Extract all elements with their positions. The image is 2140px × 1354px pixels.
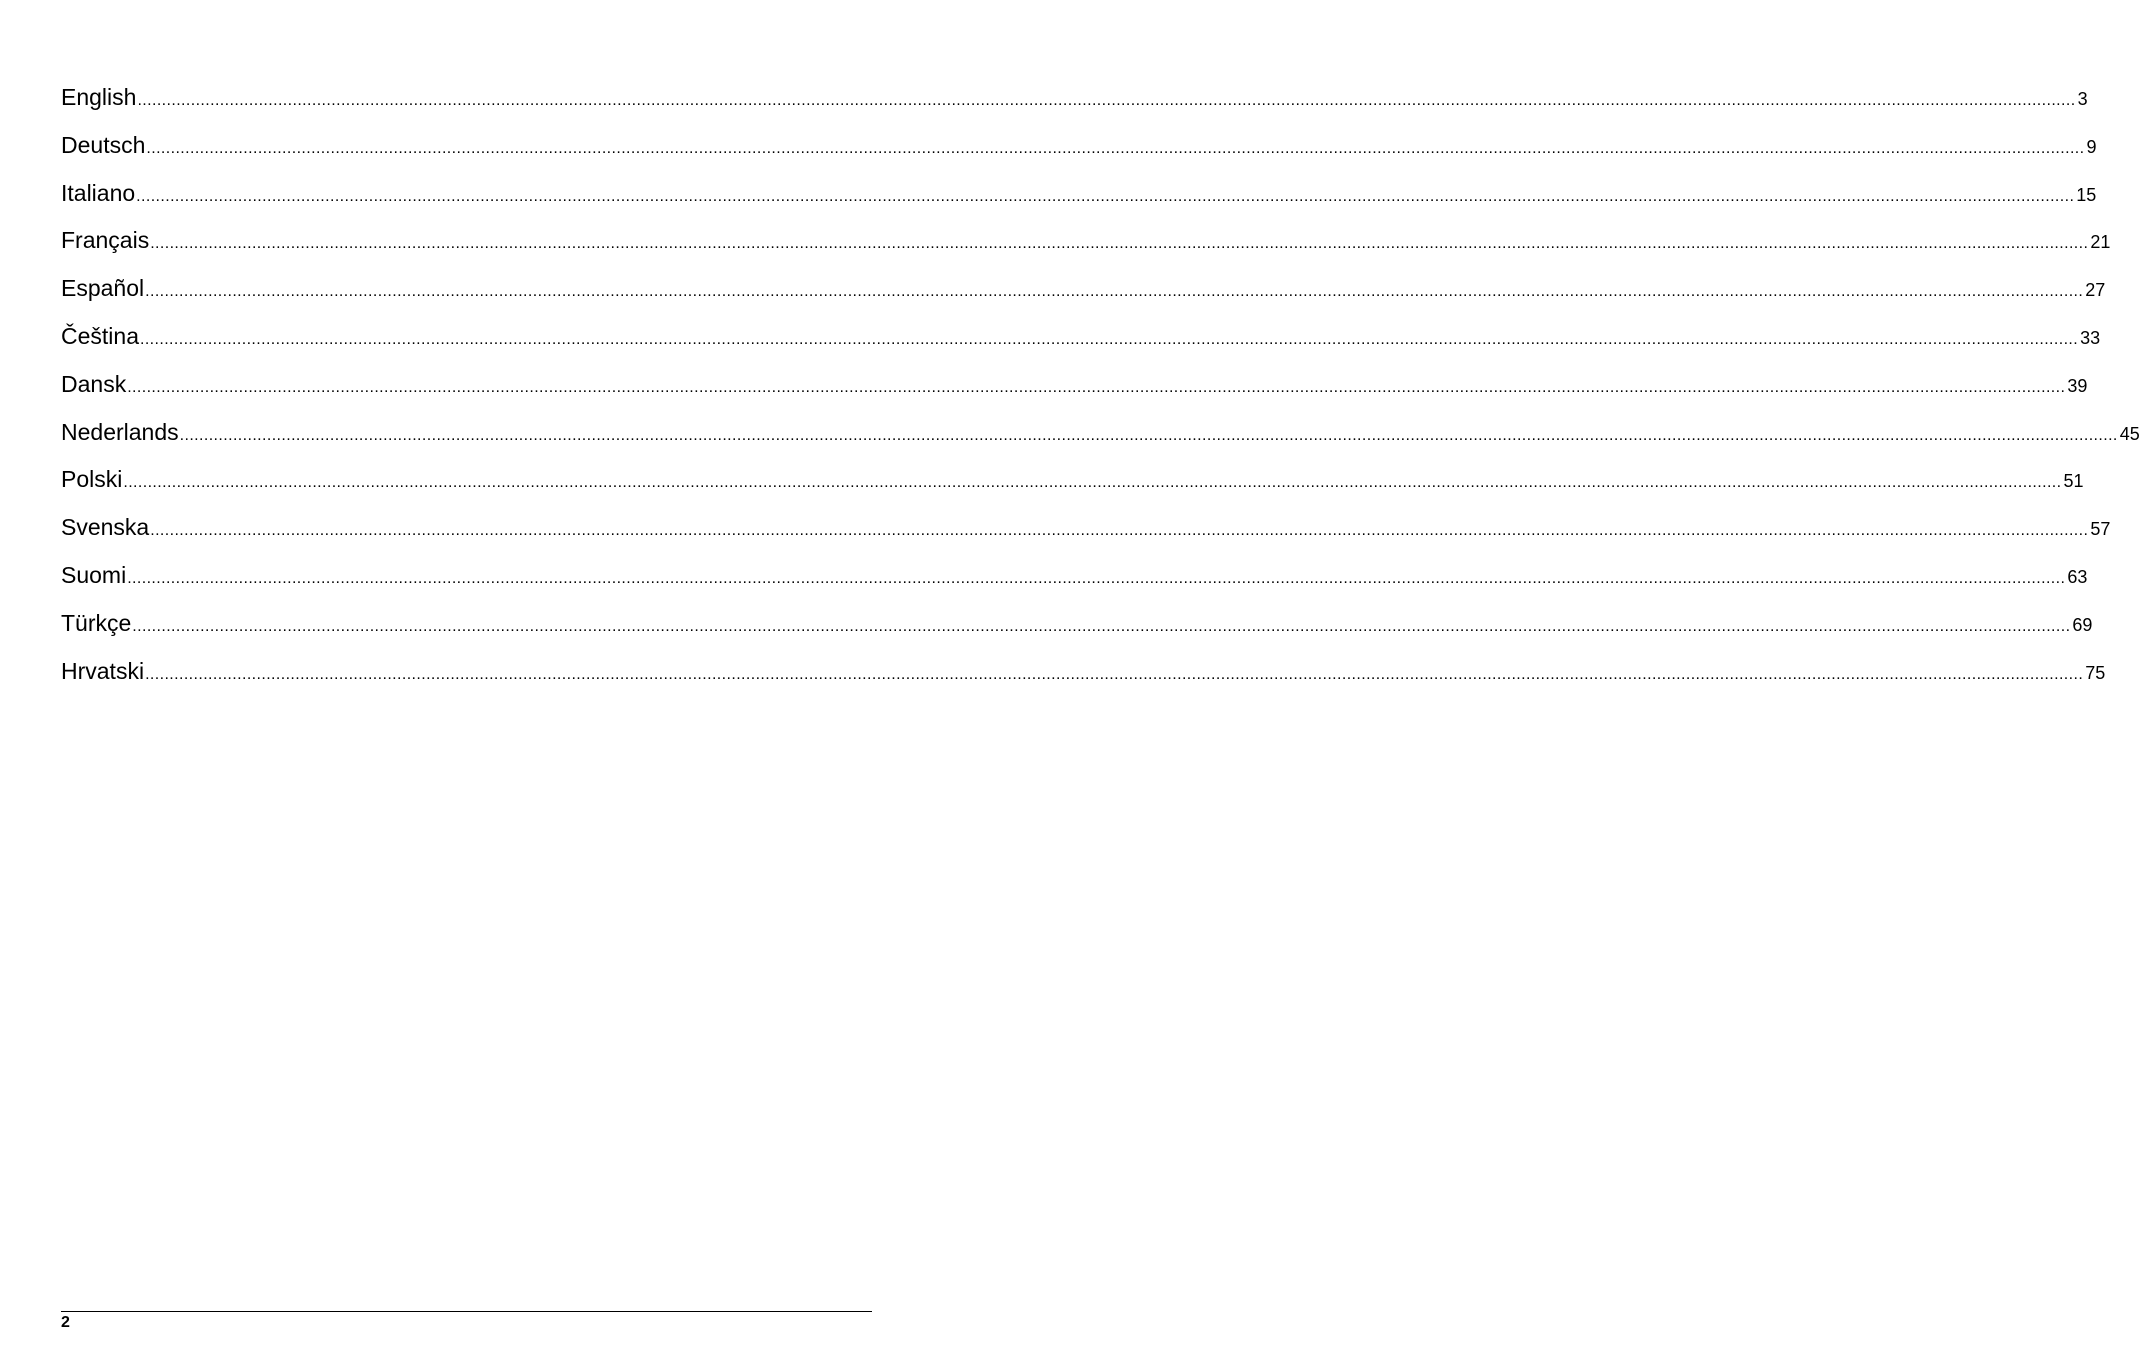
toc-entry-dansk[interactable] bbox=[61, 367, 2088, 415]
toc-entry-label: English bbox=[61, 84, 137, 110]
toc-entry-label: Dansk bbox=[61, 370, 127, 397]
toc-entry-label: Italiano bbox=[61, 179, 136, 206]
dot-leader: ................................................................................................................................................................................................................................................................................................................................................................................................................ bbox=[179, 426, 2118, 444]
dot-leader: ................................................................................................................................................................................................................................................................................................................................................................................................................ bbox=[146, 139, 2085, 157]
toc-entry-label: Deutsch bbox=[61, 131, 146, 158]
dot-leader: ................................................................................................................................................................................................................................................................................................................................................................................................................ bbox=[132, 617, 2071, 635]
dot-leader: ................................................................................................................................................................................................................................................................................................................................................................................................................ bbox=[150, 235, 2089, 253]
toc-entry-page: 57 bbox=[2090, 519, 2111, 540]
toc-entry-label: Svenska bbox=[61, 514, 150, 541]
toc-entry-page: 63 bbox=[2067, 566, 2088, 587]
footer-divider bbox=[61, 1311, 872, 1312]
toc-entry-nederlands[interactable] bbox=[61, 415, 2140, 463]
toc-entry-page: 39 bbox=[2067, 375, 2088, 396]
toc-entry-label: Español bbox=[61, 275, 145, 302]
dot-leader: ................................................................................................................................................................................................................................................................................................................................................................................................................ bbox=[127, 569, 2066, 587]
dot-leader: ................................................................................................................................................................................................................................................................................................................................................................................................................ bbox=[139, 330, 2079, 348]
toc-entry-cestina[interactable] bbox=[61, 319, 2101, 367]
dot-leader: ................................................................................................................................................................................................................................................................................................................................................................................................................ bbox=[136, 187, 2075, 205]
toc-entry-label: Français bbox=[61, 227, 150, 254]
toc-entry-page: 21 bbox=[2090, 232, 2111, 253]
toc-entry-label: Hrvatski bbox=[61, 657, 145, 684]
toc-entry-espanol[interactable] bbox=[61, 271, 2106, 319]
toc-entry-page: 45 bbox=[2119, 423, 2140, 444]
toc-entry-page: 69 bbox=[2072, 614, 2093, 635]
dot-leader: ................................................................................................................................................................................................................................................................................................................................................................................................................ bbox=[123, 474, 2062, 492]
dot-leader: ................................................................................................................................................................................................................................................................................................................................................................................................................ bbox=[150, 522, 2089, 540]
dot-leader: ................................................................................................................................................................................................................................................................................................................................................................................................................ bbox=[137, 92, 2076, 109]
toc-entry-page: 51 bbox=[2063, 471, 2084, 492]
toc-entry-italiano[interactable] bbox=[61, 176, 2097, 224]
toc-entry-page: 75 bbox=[2085, 662, 2106, 683]
toc-entry-svenska[interactable] bbox=[61, 510, 2111, 558]
toc-entry-francais[interactable] bbox=[61, 223, 2111, 271]
toc-entry-page: 15 bbox=[2076, 184, 2097, 205]
dot-leader: ................................................................................................................................................................................................................................................................................................................................................................................................................ bbox=[145, 283, 2084, 301]
toc-entry-turkce[interactable] bbox=[61, 606, 2093, 654]
toc-entry-label: Türkçe bbox=[61, 609, 132, 636]
toc-entry-page: 33 bbox=[2080, 327, 2101, 348]
toc-entry-suomi[interactable] bbox=[61, 558, 2088, 606]
toc-entry-hrvatski[interactable] bbox=[61, 654, 2106, 702]
toc-entry-page: 27 bbox=[2085, 280, 2106, 301]
toc-entry-label: Suomi bbox=[61, 561, 127, 588]
toc-entry-label: Nederlands bbox=[61, 418, 179, 445]
toc-entry-label: Čeština bbox=[61, 322, 139, 349]
toc-entry-page: 3 bbox=[2077, 89, 2088, 109]
toc-entry-page: 9 bbox=[2086, 136, 2097, 157]
table-of-contents bbox=[61, 80, 2140, 701]
toc-entry-polski[interactable] bbox=[61, 462, 2084, 510]
dot-leader: ................................................................................................................................................................................................................................................................................................................................................................................................................ bbox=[127, 378, 2066, 396]
toc-entry-deutsch[interactable] bbox=[61, 128, 2097, 176]
toc-entry-label: Polski bbox=[61, 466, 123, 493]
dot-leader: ................................................................................................................................................................................................................................................................................................................................................................................................................ bbox=[145, 665, 2084, 683]
page-number: 2 bbox=[61, 1314, 70, 1331]
toc-entry-english[interactable] bbox=[61, 80, 2088, 128]
